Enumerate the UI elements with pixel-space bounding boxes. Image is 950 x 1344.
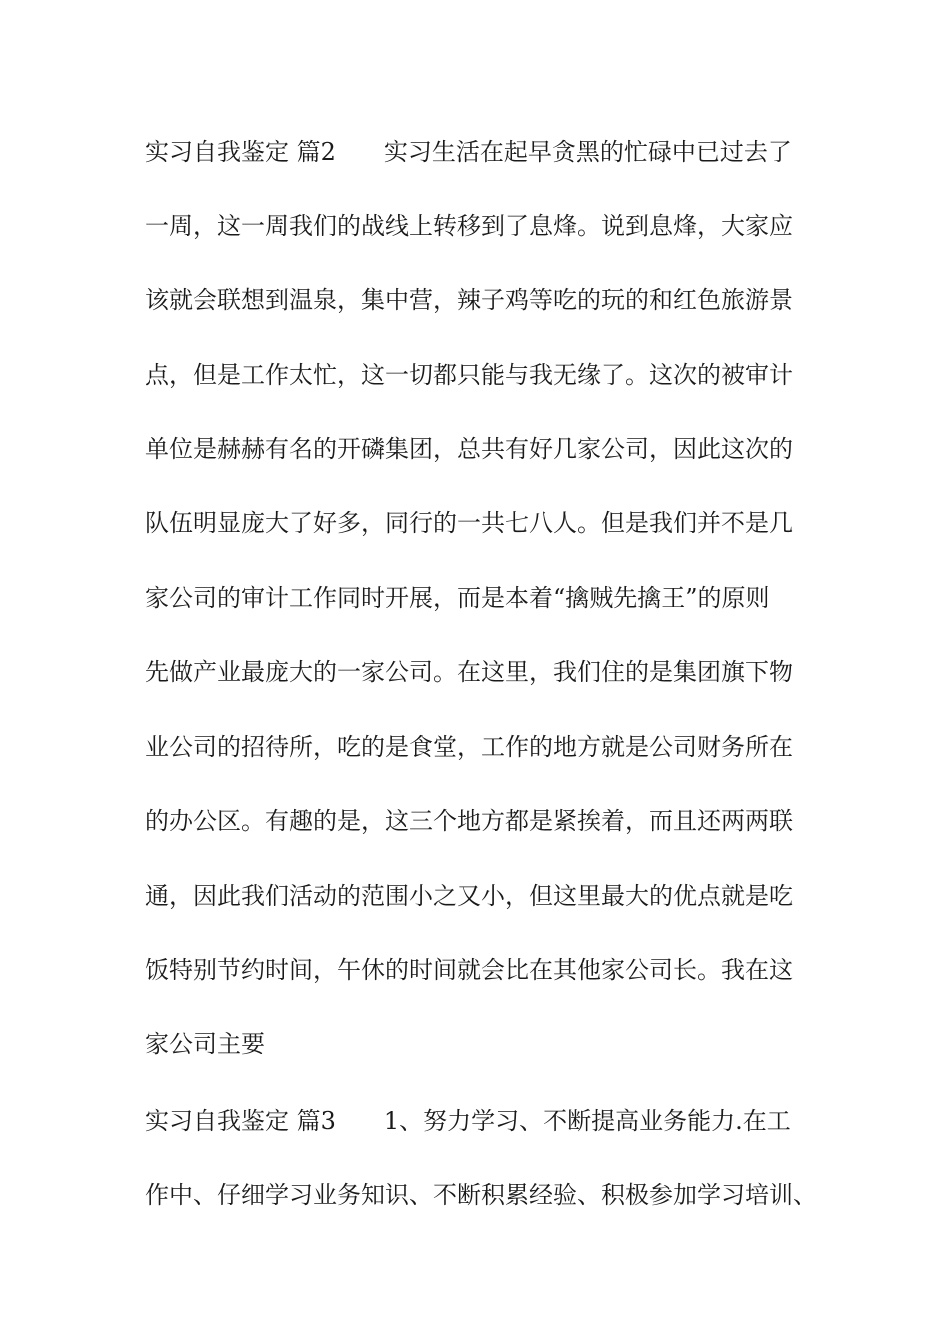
- text-line-14: 实习自我鉴定 篇3 1、努力学习、不断提高业务能力.在工: [145, 1107, 791, 1135]
- text-line-13: 家公司主要: [145, 1030, 265, 1058]
- text-line-15: 作中、仔细学习业务知识、不断积累经验、积极参加学习培训、: [145, 1181, 817, 1209]
- text-line-1: 实习自我鉴定 篇2 实习生活在起早贪黑的忙碌中已过去了: [145, 138, 792, 166]
- text-line-10: 的办公区。有趣的是，这三个地方都是紧挨着，而且还两两联: [145, 807, 793, 835]
- text-line-12: 饭特别节约时间，午休的时间就会比在其他家公司长。我在这: [145, 956, 793, 984]
- text-line-2: 一周，这一周我们的战线上转移到了息烽。说到息烽，大家应: [145, 212, 793, 240]
- text-line-11: 通，因此我们活动的范围小之又小，但这里最大的优点就是吃: [145, 882, 793, 910]
- text-line-3: 该就会联想到温泉，集中营，辣子鸡等吃的玩的和红色旅游景: [145, 286, 793, 314]
- text-line-7: 家公司的审计工作同时开展，而是本着“擒贼先擒王”的原则: [145, 584, 770, 612]
- text-line-5: 单位是赫赫有名的开磷集团，总共有好几家公司，因此这次的: [145, 435, 793, 463]
- text-line-4: 点，但是工作太忙，这一切都只能与我无缘了。这次的被审计: [145, 361, 793, 389]
- text-line-8: 先做产业最庞大的一家公司。在这里，我们住的是集团旗下物: [145, 658, 793, 686]
- text-line-6: 队伍明显庞大了好多，同行的一共七八人。但是我们并不是几: [145, 509, 793, 537]
- text-line-9: 业公司的招待所，吃的是食堂，工作的地方就是公司财务所在: [145, 733, 793, 761]
